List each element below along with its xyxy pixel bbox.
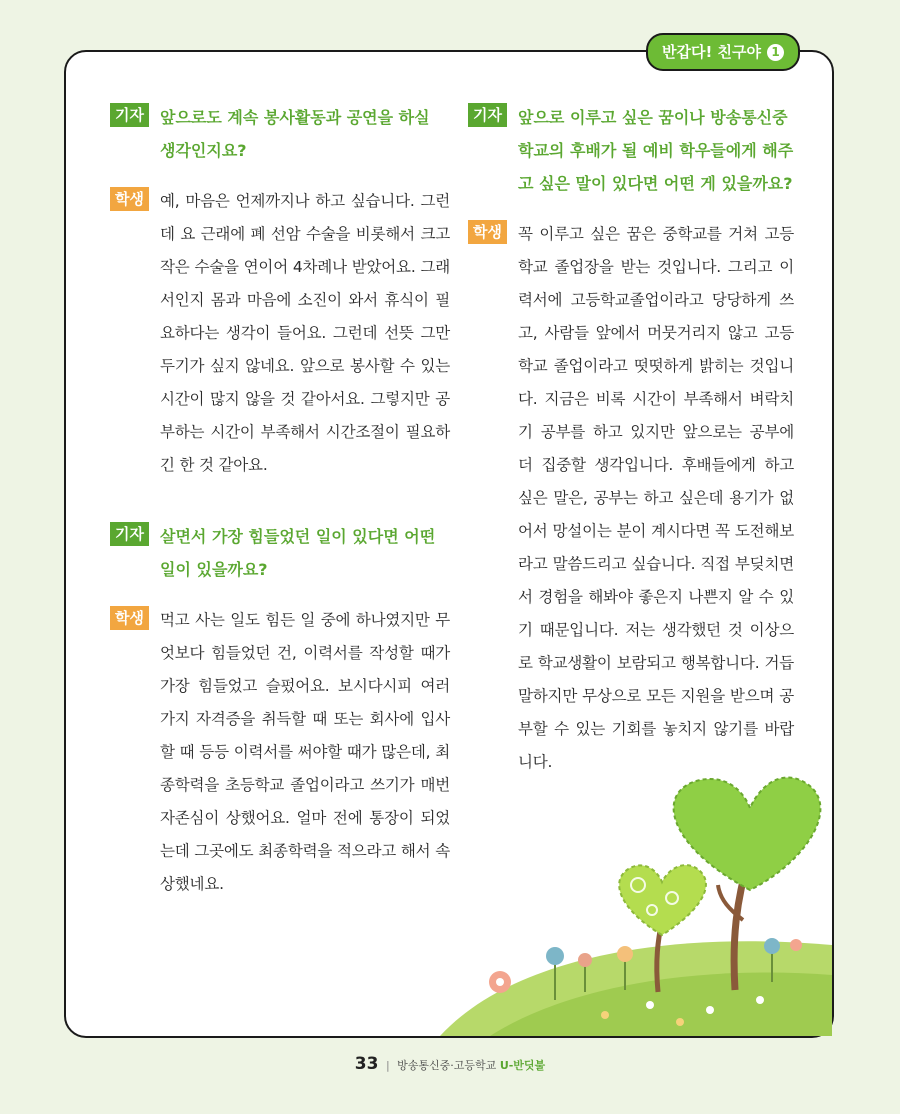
answer-text: 예, 마음은 언제까지나 하고 싶습니다. 그런데 요 근래에 폐 선암 수술을 비롯해서 크고 작은 수술을 연이어 4차례나 받았어요. 그래서인지 몸과 마음에 소진이 와서 휴식이 필요하다는 생각이 들어요. 그런데 선뜻 그만두기가 싶지 않네요. 앞으로 봉사할 수 있는 시간이 많지 않을 것 같아서요. 그렇지만 공부하는 시간이 부족해서 시간조절이 필요하긴 한 것 같아요. — [160, 192, 450, 474]
answer-block — [110, 185, 450, 482]
small-heart-tree-icon — [619, 865, 706, 935]
footer-brand: U-반딧불 — [499, 1059, 546, 1072]
page-number: 33 — [354, 1054, 379, 1074]
flower-icon — [756, 996, 764, 1004]
reporter-label: 기자 — [110, 522, 149, 546]
flower-icon — [764, 938, 780, 954]
question-text: 앞으로 이루고 싶은 꿈이나 방송통신중학교의 후배가 될 예비 학우들에게 해주고 싶은 말이 있다면 어떤 게 있을까요? — [518, 108, 794, 193]
question-text: 앞으로도 계속 봉사활동과 공연을 하실 생각인지요? — [160, 108, 430, 160]
answer-text: 꼭 이루고 싶은 꿈은 중학교를 거쳐 고등학교 졸업장을 받는 것입니다. 그리고 이력서에 고등학교졸업이라고 당당하게 쓰고, 사람들 앞에서 머뭇거리지 않고 고등학교 졸업이라고 떳떳하게 밝히는 것입니다. 지금은 비록 시간이 부족해서 벼락치기 공부를 하고 있지만 앞으로는 공부에 더 집중할 생각입니다. 후배들에게 하고 싶은 말은, 공부는 하고 싶은데 용기가 없어서 망설이는 분이 계시다면 꼭 도전해보라고 말씀드리고 싶습니다. 직접 부딪치면서 경험을 해봐야 좋은지 나쁜지 알 수 있기 때문입니다. 저는 생각했던 것 이상으로 학교생활이 보람되고 행복합니다. 거듭 말하지만 무상으로 모든 지원을 받으며 공부할 수 있는 기회를 놓치지 않기를 바랍니다. — [518, 225, 794, 771]
student-label: 학생 — [468, 220, 507, 244]
question-text: 살면서 가장 힘들었던 일이 있다면 어떤 일이 있을까요? — [160, 527, 436, 579]
reporter-label: 기자 — [110, 103, 149, 127]
answer-text: 먹고 사는 일도 힘든 일 중에 하나였지만 무엇보다 힘들었던 건, 이력서를 작성할 때가 가장 힘들었고 슬펐어요. 보시다시피 여러 가지 자격증을 취득할 때 또는 회사에 입사할 때 등등 이력서를 써야할 때가 많은데, 최종학력을 초등학교 졸업이라고 쓰기가 매번 자존심이 상했어요. 얼마 전에 통장이 되었는데 그곳에도 최종학력을 적으라고 해서 속상했네요. — [160, 611, 450, 893]
section-number-badge: 1 — [767, 44, 784, 61]
student-label: 학생 — [110, 187, 149, 211]
answer-block — [110, 604, 450, 901]
flower-icon — [578, 953, 592, 967]
flower-icon — [601, 1011, 609, 1019]
question-block — [110, 520, 450, 586]
footer-school-name: 방송통신중·고등학교 — [397, 1059, 497, 1072]
page-footer — [0, 1054, 900, 1074]
flower-icon — [706, 1006, 714, 1014]
question-block — [110, 101, 450, 167]
reporter-label: 기자 — [468, 103, 507, 127]
flower-icon — [617, 946, 633, 962]
student-label: 학생 — [110, 606, 149, 630]
section-tag — [646, 33, 800, 71]
right-column — [468, 101, 794, 779]
flower-icon — [676, 1018, 684, 1026]
left-column — [110, 101, 450, 901]
footer-separator: | — [385, 1059, 390, 1072]
question-block — [468, 101, 794, 200]
flower-icon — [646, 1001, 654, 1009]
flower-icon — [546, 947, 564, 965]
section-tag-title: 반갑다! 친구야 — [662, 43, 762, 61]
flower-icon — [790, 939, 802, 951]
answer-block — [468, 218, 794, 779]
heart-trees-illustration — [400, 760, 832, 1036]
